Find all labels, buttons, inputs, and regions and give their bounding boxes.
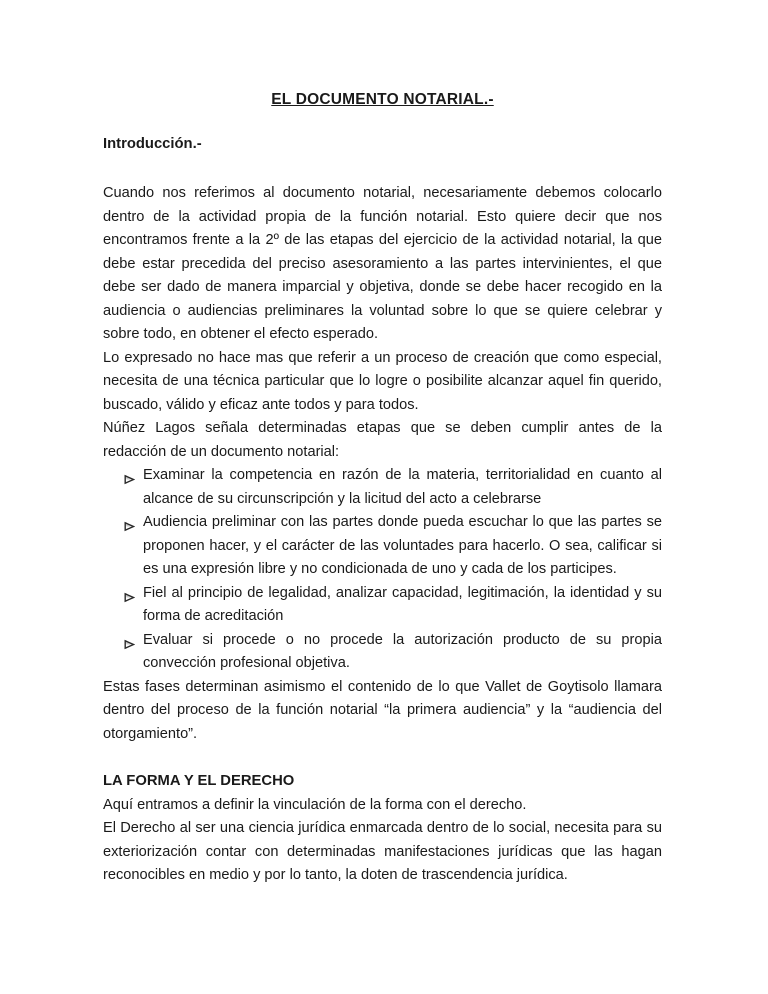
paragraph-vinculacion-forma: Aquí entramos a definir la vinculación de la forma con el derecho.: [103, 796, 527, 813]
paragraph-estas-fases: Estas fases determinan asimismo el contenido de lo que Vallet de Goytisolo llamara dentro del proceso de la función notarial “la primera audiencia” y la “audiencia del otorgamiento”.: [103, 678, 662, 742]
paragraph-derecho-ciencia: El Derecho al ser una ciencia jurídica enmarcada dentro de lo social, necesita para su exteriorización contar con determinadas manifestaciones jurídicas que las hagan reconocibles en medio y por lo tanto, la doten de trascendencia jurídica.: [103, 820, 662, 883]
arrowhead-bullet-icon: [124, 588, 135, 599]
list-item-text: Examinar la competencia en razón de la materia, territorialidad en cuanto al alcance de su circunscripción y la licitud del acto a celebrarse: [143, 467, 662, 507]
etapas-bullet-list: [103, 464, 662, 676]
paragraph-proceso-creacion: Lo expresado no hace mas que referir a un proceso de creación que como especial, necesita de una técnica particular que lo logre o posibilite alcanzar aquel fin querido, buscado, válido y eficaz ante todos y para todos.: [103, 349, 662, 413]
paragraph-funcion-notarial: Cuando nos referimos al documento notarial, necesariamente debemos colocarlo dentro de la actividad propia de la función notarial. Esto quiere decir que nos encontramos frente a la 2º de las etapas del ejercicio de la actividad notarial, la que debe estar precedida del preciso asesoramiento a las partes intervinientes, el que debe ser dado de manera imparcial y objetiva, donde se debe hacer recogido en la audiencia o audiencias preliminares la voluntad sobre lo que se quiere celebrar y sobre todo, en obtener el efecto esperado.: [103, 185, 662, 342]
list-item: [103, 464, 662, 511]
arrowhead-bullet-icon: [124, 470, 135, 481]
paragraph-nunez-lagos: Núñez Lagos señala determinadas etapas que se deben cumplir antes de la redacción de un documento notarial:: [103, 420, 662, 460]
list-item: [103, 582, 662, 629]
list-item-text: Audiencia preliminar con las partes donde pueda escuchar lo que las partes se proponen hacer, y el carácter de las voluntades para hacerlo. O sea, calificar si es una expresión libre y no condicionada de uno y cada de los participes.: [143, 514, 662, 577]
list-item-text: Evaluar si procede o no procede la autorización producto de su propia convección profesional objetiva.: [143, 631, 662, 671]
list-item-text: Fiel al principio de legalidad, analizar capacidad, legitimación, la identidad y su forma de acreditación: [143, 584, 662, 624]
arrowhead-bullet-icon: [124, 635, 135, 646]
document-title: EL DOCUMENTO NOTARIAL.-: [271, 91, 494, 108]
list-item: [103, 629, 662, 676]
list-item: [103, 511, 662, 582]
section-heading-forma-derecho: LA FORMA Y EL DERECHO: [103, 773, 295, 789]
intro-heading: Introducción.-: [103, 136, 202, 152]
arrowhead-bullet-icon: [124, 517, 135, 528]
